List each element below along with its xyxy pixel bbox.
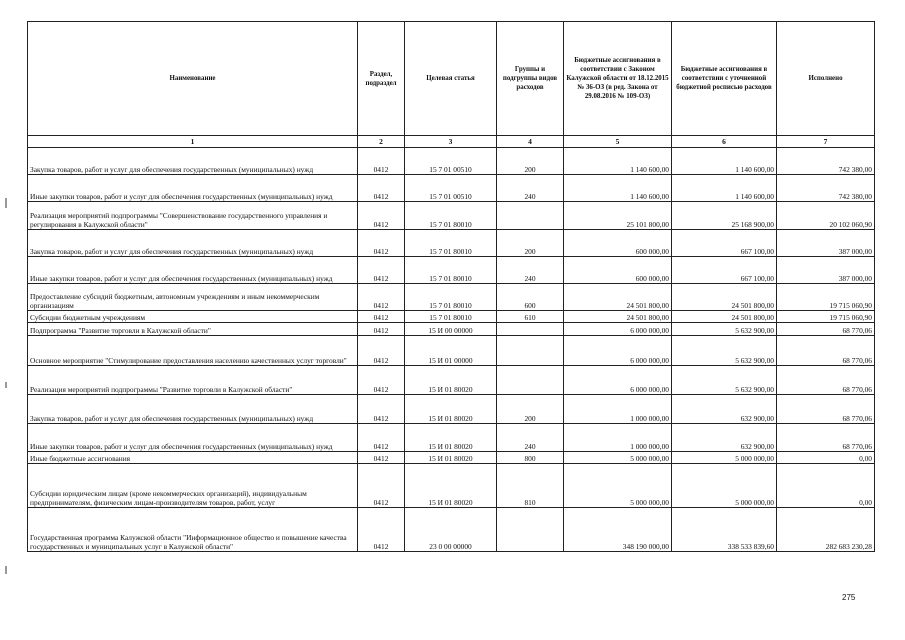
row-section: 0412 [358, 452, 405, 464]
table-row [28, 148, 875, 175]
row-law-allocation: 348 190 000,00 [564, 508, 672, 552]
row-law-allocation: 6 000 000,00 [564, 366, 672, 395]
row-revised-allocation: 5 632 900,00 [672, 336, 777, 366]
row-law-allocation: 25 101 800,00 [564, 202, 672, 230]
row-expense-group [497, 366, 564, 395]
row-law-allocation: 1 000 000,00 [564, 395, 672, 424]
table-row [28, 323, 875, 336]
table-row [28, 508, 875, 552]
row-section: 0412 [358, 284, 405, 311]
row-section: 0412 [358, 508, 405, 552]
row-name: Закупка товаров, работ и услуг для обеспечения государственных (муниципальных) нужд [28, 148, 358, 175]
row-revised-allocation: 25 168 900,00 [672, 202, 777, 230]
row-expense-group: 240 [497, 175, 564, 202]
row-target-article: 23 0 00 00000 [405, 508, 497, 552]
row-name: Иные бюджетные ассигнования [28, 452, 358, 464]
row-law-allocation: 1 140 600,00 [564, 175, 672, 202]
row-executed: 68 770,06 [777, 424, 875, 452]
row-expense-group: 610 [497, 311, 564, 323]
row-executed: 0,00 [777, 464, 875, 508]
row-target-article: 15 И 01 80020 [405, 464, 497, 508]
row-target-article: 15 7 01 80010 [405, 230, 497, 257]
row-executed: 68 770,06 [777, 336, 875, 366]
row-target-article: 15 7 01 00510 [405, 175, 497, 202]
page-number: 275 [842, 593, 856, 602]
row-executed: 68 770,06 [777, 395, 875, 424]
table-row [28, 452, 875, 464]
row-law-allocation: 5 000 000,00 [564, 464, 672, 508]
row-section: 0412 [358, 175, 405, 202]
row-name: Закупка товаров, работ и услуг для обеспечения государственных (муниципальных) нужд [28, 230, 358, 257]
table-row [28, 366, 875, 395]
row-law-allocation: 6 000 000,00 [564, 323, 672, 336]
row-target-article: 15 И 01 00000 [405, 336, 497, 366]
column-number: 7 [777, 136, 875, 148]
row-law-allocation: 1 140 600,00 [564, 148, 672, 175]
row-executed: 19 715 060,90 [777, 284, 875, 311]
row-revised-allocation: 1 140 600,00 [672, 175, 777, 202]
scan-margin-mark [5, 198, 7, 208]
row-expense-group [497, 202, 564, 230]
row-expense-group [497, 508, 564, 552]
table-row [28, 424, 875, 452]
row-law-allocation: 24 501 800,00 [564, 284, 672, 311]
scan-margin-mark [5, 382, 7, 388]
header-section: Раздел, подраздел [358, 22, 405, 136]
row-target-article: 15 7 01 80010 [405, 257, 497, 284]
column-number: 4 [497, 136, 564, 148]
row-revised-allocation: 632 900,00 [672, 424, 777, 452]
row-name: Закупка товаров, работ и услуг для обеспечения государственных (муниципальных) нужд [28, 395, 358, 424]
row-section: 0412 [358, 257, 405, 284]
row-target-article: 15 И 01 80020 [405, 366, 497, 395]
row-expense-group [497, 323, 564, 336]
row-expense-group: 200 [497, 395, 564, 424]
row-expense-group: 240 [497, 257, 564, 284]
column-number: 2 [358, 136, 405, 148]
row-expense-group: 240 [497, 424, 564, 452]
header-law-allocation: Бюджетные ассигнования в соответствии с Законом Калужской области от 18.12.2015 № 36-ОЗ (в ред. Закона от 29.08.2016 № 109-ОЗ) [564, 22, 672, 136]
row-law-allocation: 1 000 000,00 [564, 424, 672, 452]
row-name: Иные закупки товаров, работ и услуг для обеспечения государственных (муниципальных) нужд [28, 424, 358, 452]
row-target-article: 15 7 01 00510 [405, 148, 497, 175]
row-executed: 20 102 060,90 [777, 202, 875, 230]
table-row [28, 284, 875, 311]
row-expense-group: 810 [497, 464, 564, 508]
table-row [28, 311, 875, 323]
row-executed: 68 770,06 [777, 323, 875, 336]
row-name: Предоставление субсидий бюджетным, автономным учреждениям и иным некоммерческим организациям [28, 284, 358, 311]
row-executed: 742 380,00 [777, 148, 875, 175]
row-revised-allocation: 5 632 900,00 [672, 366, 777, 395]
table-row [28, 257, 875, 284]
table-row [28, 202, 875, 230]
row-section: 0412 [358, 424, 405, 452]
row-executed: 68 770,06 [777, 366, 875, 395]
row-revised-allocation: 5 632 900,00 [672, 323, 777, 336]
row-target-article: 15 И 01 80020 [405, 395, 497, 424]
row-name: Реализация мероприятий подпрограммы "Развитие торговли в Калужской области" [28, 366, 358, 395]
table-row [28, 336, 875, 366]
row-law-allocation: 600 000,00 [564, 230, 672, 257]
row-section: 0412 [358, 148, 405, 175]
row-executed: 0,00 [777, 452, 875, 464]
table-row [28, 230, 875, 257]
column-number: 1 [28, 136, 358, 148]
scan-margin-mark [5, 566, 7, 574]
row-expense-group: 200 [497, 230, 564, 257]
row-law-allocation: 24 501 800,00 [564, 311, 672, 323]
column-number: 3 [405, 136, 497, 148]
row-name: Иные закупки товаров, работ и услуг для обеспечения государственных (муниципальных) нужд [28, 257, 358, 284]
row-section: 0412 [358, 323, 405, 336]
row-target-article: 15 И 01 80020 [405, 424, 497, 452]
row-revised-allocation: 5 000 000,00 [672, 464, 777, 508]
row-revised-allocation: 24 501 800,00 [672, 311, 777, 323]
budget-table [27, 21, 875, 552]
row-section: 0412 [358, 336, 405, 366]
row-target-article: 15 И 01 80020 [405, 452, 497, 464]
row-expense-group: 200 [497, 148, 564, 175]
row-law-allocation: 5 000 000,00 [564, 452, 672, 464]
row-revised-allocation: 338 533 839,60 [672, 508, 777, 552]
row-target-article: 15 7 01 80010 [405, 284, 497, 311]
row-name: Основное мероприятие "Стимулирование предоставления населению качественных услуг торговли" [28, 336, 358, 366]
table-row [28, 464, 875, 508]
row-name: Подпрограмма "Развитие торговли в Калужской области" [28, 323, 358, 336]
row-name: Субсидии бюджетным учреждениям [28, 311, 358, 323]
row-name: Государственная программа Калужской области "Информационное общество и повышение качества государственных и муниципальных услуг в Калужской области" [28, 508, 358, 552]
table-row [28, 395, 875, 424]
row-section: 0412 [358, 311, 405, 323]
row-executed: 387 000,00 [777, 257, 875, 284]
table-row [28, 175, 875, 202]
row-target-article: 15 7 01 80010 [405, 202, 497, 230]
row-target-article: 15 7 01 80010 [405, 311, 497, 323]
row-revised-allocation: 667 100,00 [672, 257, 777, 284]
header-target-article: Целевая статья [405, 22, 497, 136]
column-number-row [28, 136, 875, 148]
row-executed: 742 380,00 [777, 175, 875, 202]
row-revised-allocation: 667 100,00 [672, 230, 777, 257]
header-name: Наименование [28, 22, 358, 136]
row-executed: 19 715 060,90 [777, 311, 875, 323]
row-executed: 282 683 230,28 [777, 508, 875, 552]
row-section: 0412 [358, 202, 405, 230]
row-target-article: 15 И 00 00000 [405, 323, 497, 336]
row-revised-allocation: 24 501 800,00 [672, 284, 777, 311]
row-name: Субсидии юридическим лицам (кроме некоммерческих организаций), индивидуальным предпринимателям, физическим лицам-производителям товаров, работ, услуг [28, 464, 358, 508]
row-law-allocation: 600 000,00 [564, 257, 672, 284]
header-executed: Исполнено [777, 22, 875, 136]
row-executed: 387 000,00 [777, 230, 875, 257]
row-expense-group: 600 [497, 284, 564, 311]
row-revised-allocation: 632 900,00 [672, 395, 777, 424]
header-revised-allocation: Бюджетные ассигнования в соответствии с уточненной бюджетной росписью расходов [672, 22, 777, 136]
row-section: 0412 [358, 464, 405, 508]
column-number: 5 [564, 136, 672, 148]
row-section: 0412 [358, 230, 405, 257]
row-name: Реализация мероприятий подпрограммы "Совершенствование государственного управления и регулирования в Калужской области" [28, 202, 358, 230]
header-expense-group: Группы и подгруппы видов расходов [497, 22, 564, 136]
row-expense-group [497, 336, 564, 366]
row-revised-allocation: 1 140 600,00 [672, 148, 777, 175]
header-row [28, 22, 875, 136]
row-section: 0412 [358, 366, 405, 395]
row-name: Иные закупки товаров, работ и услуг для обеспечения государственных (муниципальных) нужд [28, 175, 358, 202]
row-law-allocation: 6 000 000,00 [564, 336, 672, 366]
row-expense-group: 800 [497, 452, 564, 464]
row-section: 0412 [358, 395, 405, 424]
row-revised-allocation: 5 000 000,00 [672, 452, 777, 464]
column-number: 6 [672, 136, 777, 148]
